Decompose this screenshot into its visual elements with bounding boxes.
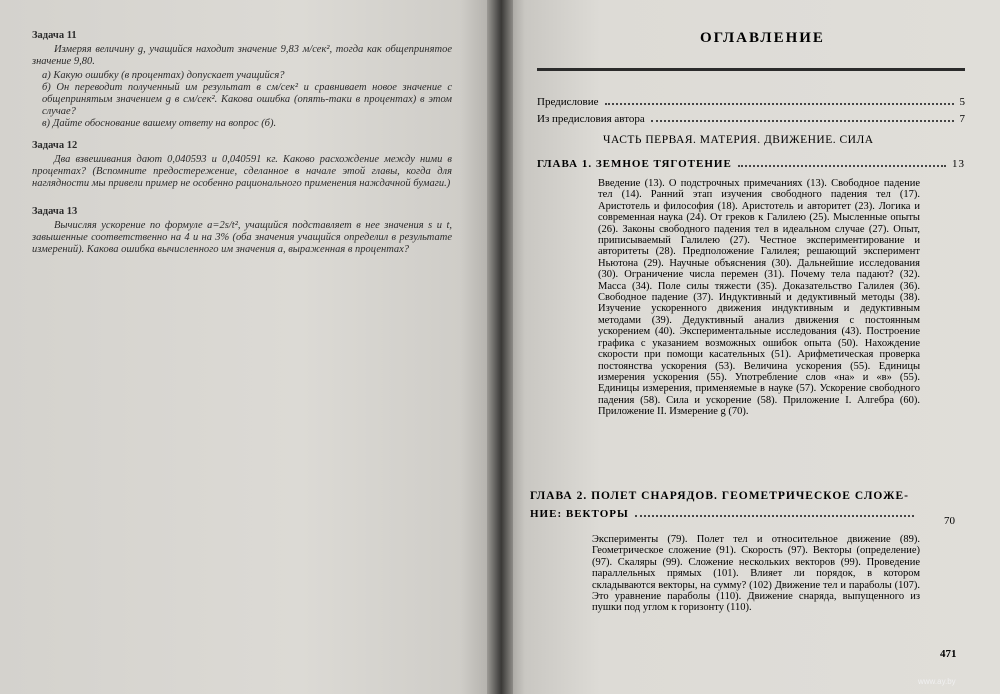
- chapter-2-description: Эксперименты (79). Полет тел и относительное движение (89). Геометрическое сложение (91). Скорость (97). Векторы (определение) (97). Скаляры (99). Сложение нескольких векторов (99). Проведение параллельных прямых (101). Влияет ли порядок, в котором складываются векторы, на сумму? (102) Движение тел и параболы (107). Это уравнение параболы (110). Движение снаряда, выпущенного из пушки под углом к горизонту (110).: [592, 534, 920, 614]
- task-title: Задача 11: [32, 30, 77, 41]
- task-text: Измеряя величину g, учащийся находит значение 9,83 м/сек², тогда как общепринятое значение 9,80.: [32, 44, 452, 67]
- title-rule: [537, 68, 965, 71]
- task-title: Задача 13: [32, 206, 78, 217]
- book-gutter: [487, 0, 513, 694]
- task-item: а) Какую ошибку (в процентах) допускает учащийся?: [42, 70, 285, 81]
- chapter-page: 13: [952, 158, 965, 170]
- chapter-title: ГЛАВА 1. ЗЕМНОЕ ТЯГОТЕНИЕ: [537, 158, 732, 170]
- task-item: б) Он переводит полученный им результат в см/сек² и сравнивает новое значение с общепринятым значением g в см/сек². Какова ошибка (опять-таки в процентах) в этом случае?: [42, 82, 452, 117]
- leader-dots: [605, 103, 954, 105]
- toc-entry-chapter-1[interactable]: [537, 158, 965, 170]
- task-11: [32, 30, 452, 130]
- chapter-page: 70: [944, 515, 955, 527]
- task-title: Задача 12: [32, 140, 78, 151]
- chapter-title: НИЕ: ВЕКТОРЫ: [530, 508, 629, 520]
- task-item: в) Дайте обоснование вашему ответу на вопрос (б).: [42, 118, 277, 129]
- toc-entry-label: Из предисловия автора: [537, 113, 645, 125]
- task-text: Два взвешивания дают 0,040593 и 0,040591 кг. Каково расхождение между ними в процентах? (Вспомните предостережение, сделанное в начале этой главы, когда для наглядности мы привели пример не особенно рационального применения наждачной бумаги.): [32, 154, 452, 189]
- task-12: [32, 140, 452, 190]
- toc-entry-preface[interactable]: [537, 96, 965, 108]
- toc-entry-author-preface[interactable]: [537, 113, 965, 125]
- toc-entry-page: 5: [959, 96, 965, 108]
- toc-entry-page: 7: [959, 113, 965, 125]
- chapter-2-title-line-1[interactable]: ГЛАВА 2. ПОЛЕТ СНАРЯДОВ. ГЕОМЕТРИЧЕСКОЕ СЛОЖЕ-: [530, 490, 909, 502]
- task-13: [32, 206, 452, 256]
- leader-dots: [635, 515, 914, 517]
- toc-entry-chapter-2[interactable]: [530, 508, 920, 520]
- chapter-1-description: Введение (13). О подстрочных примечаниях (13). Свободное падение тел (14). Ранний этап изучения свободного падения тел (17). Аристотель и философия (18). Аристотель и авторитет (23). Логика и современная наука (24). От греков к Галилею (25). Мысленные опыты (26). Законы свободного падения тел в идеальном случае (27). Опыт, приписываемый Галилею (27). Честное экспериментирование и авторитеты (28). Предположение Галилея; решающий эксперимент Ньютона (29). Научные объяснения (30). Дальнейшие исследования (30). Ограничение числа перемен (31). Почему тела падают? (32). Масса (34). Поле силы тяжести (35). Доказательство Галилея (36). Свободное падение (37). Индуктивный и дедуктивный методы (38). Изучение ускоренного движения индуктивным и дедуктивным методами (39). Дедуктивный анализ движения с постоянным ускорением (40). Экспериментальные исследования (43). Построение графика с указанием возможных ошибок опыта (50). Нахождение скорости при помощи касательных (51). Арифметическая проверка постоянства ускорения (53). Величина ускорения (55). Единицы измерения ускорения (55). Употребление слов «на» и «в» (55). Единицы измерения, применяемые в науке (57). Ускорение свободного падения (58). Сила и ускорение (58). Приложение I. Алгебра (60). Приложение II. Измерение g (70).: [598, 178, 920, 418]
- task-text: Вычисляя ускорение по формуле a=2s/t², учащийся подставляет в нее значения s и t, завышенные соответственно на 4 и на 3% (оба значения учащийся определил в результате измерений). Какова ошибка вычисленного им значения a, выраженная в процентах?: [32, 220, 452, 255]
- leader-dots: [738, 165, 946, 167]
- watermark: www.ay.by: [918, 677, 956, 686]
- part-title: ЧАСТЬ ПЕРВАЯ. МАТЕРИЯ. ДВИЖЕНИЕ. СИЛА: [603, 134, 874, 146]
- toc-title: ОГЛАВЛЕНИЕ: [700, 30, 825, 46]
- page-number: 471: [940, 648, 957, 660]
- toc-entry-label: Предисловие: [537, 96, 599, 108]
- leader-dots: [651, 120, 954, 122]
